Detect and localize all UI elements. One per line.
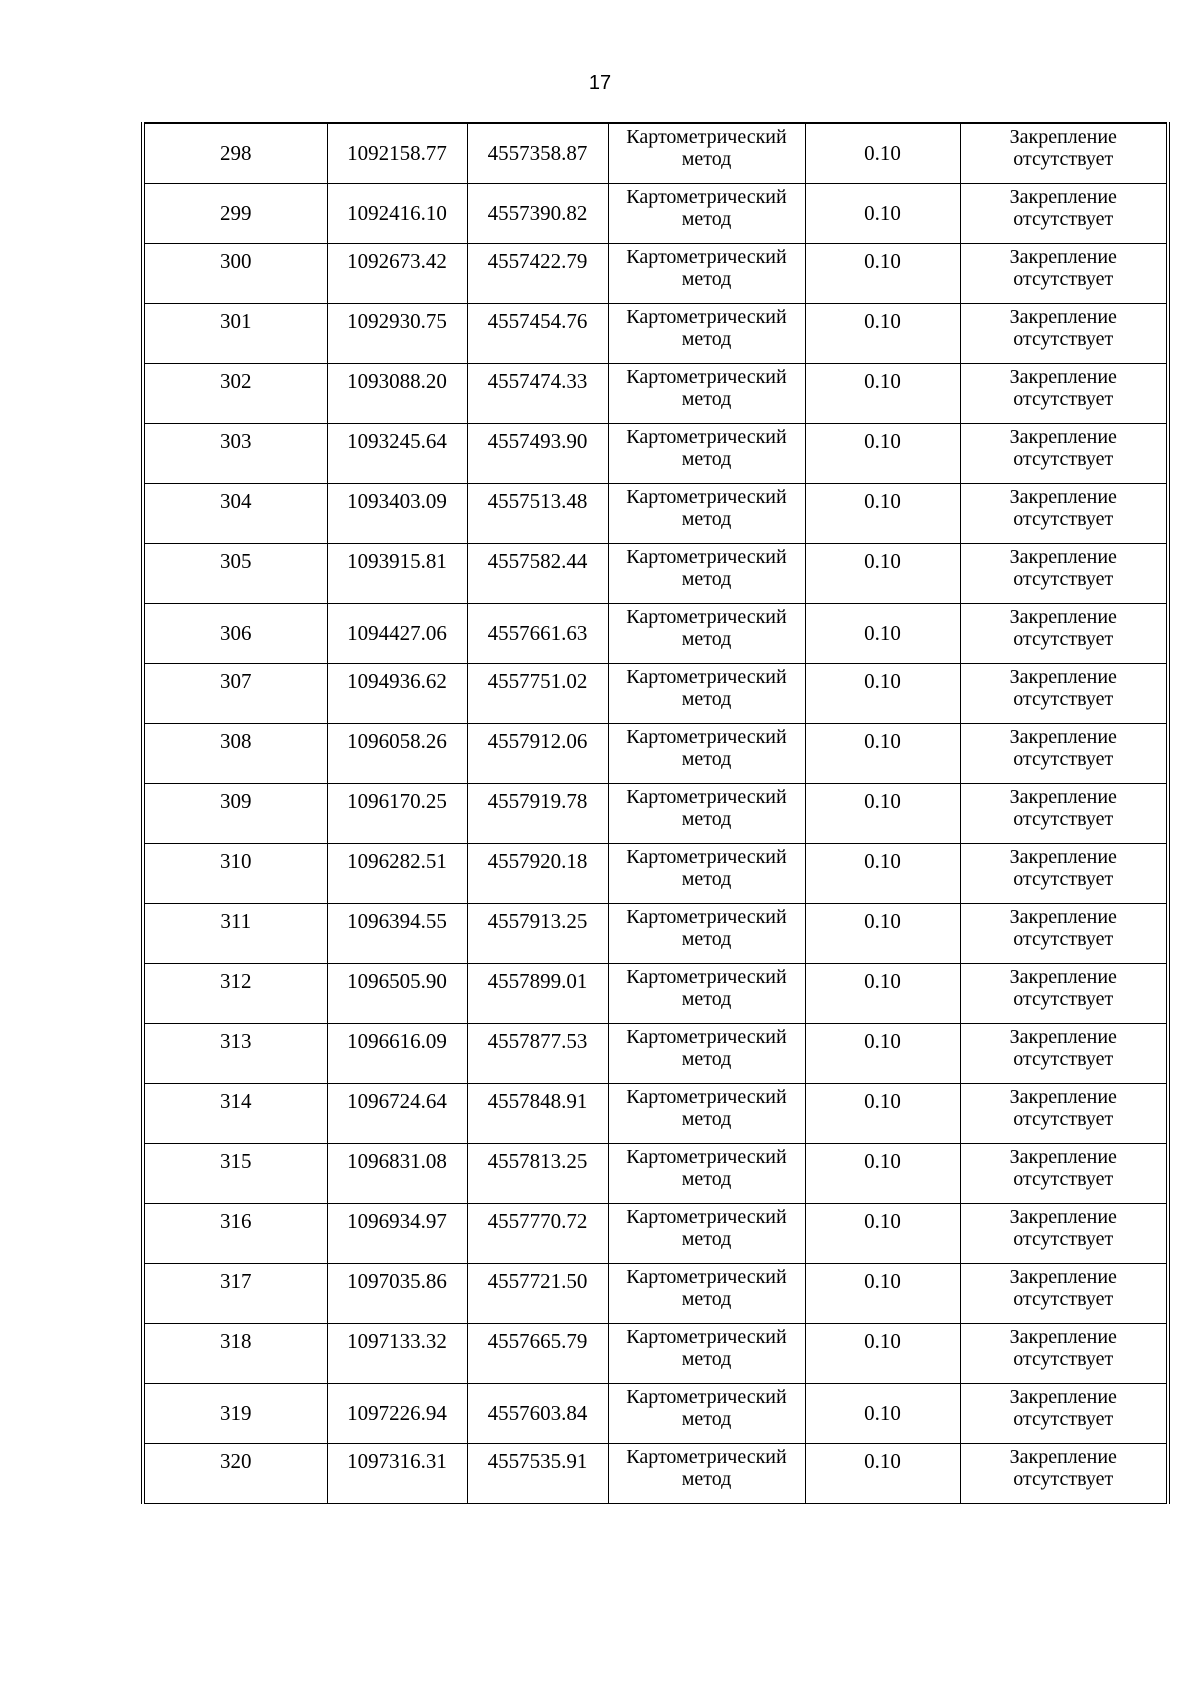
method-line-2: метод	[681, 327, 732, 350]
table-row	[143, 1263, 1168, 1323]
method-cell	[608, 1083, 805, 1143]
x-coordinate-cell: 1096282.51	[327, 843, 467, 903]
point-number-cell: 300	[143, 243, 327, 303]
table-row	[143, 1383, 1168, 1443]
table-row	[143, 1203, 1168, 1263]
fixing-line-2: отсутствует	[1013, 807, 1114, 830]
x-coordinate-cell: 1096058.26	[327, 723, 467, 783]
method-line-2: метод	[681, 387, 732, 410]
coordinates-table	[141, 122, 1170, 1504]
accuracy-cell: 0.10	[805, 1203, 960, 1263]
fixing-line-2: отсутствует	[1013, 207, 1114, 230]
fixing-description-cell	[960, 843, 1168, 903]
fixing-line-1: Закрепление	[1009, 1265, 1117, 1288]
method-line-2: метод	[681, 1107, 732, 1130]
x-coordinate-cell: 1094936.62	[327, 663, 467, 723]
y-coordinate-cell: 4557474.33	[467, 363, 608, 423]
fixing-line-1: Закрепление	[1009, 245, 1117, 268]
accuracy-cell: 0.10	[805, 843, 960, 903]
fixing-description-cell	[960, 1383, 1168, 1443]
method-line-1: Картометрический	[626, 1265, 787, 1288]
method-line-1: Картометрический	[626, 965, 787, 988]
fixing-description-cell	[960, 1083, 1168, 1143]
fixing-description-cell	[960, 723, 1168, 783]
x-coordinate-cell: 1097035.86	[327, 1263, 467, 1323]
y-coordinate-cell: 4557920.18	[467, 843, 608, 903]
y-coordinate-cell: 4557603.84	[467, 1383, 608, 1443]
method-cell	[608, 1203, 805, 1263]
fixing-line-2: отсутствует	[1013, 747, 1114, 770]
accuracy-cell: 0.10	[805, 963, 960, 1023]
method-cell	[608, 963, 805, 1023]
method-line-2: метод	[681, 567, 732, 590]
x-coordinate-cell: 1093915.81	[327, 543, 467, 603]
method-line-2: метод	[681, 1047, 732, 1070]
method-line-1: Картометрический	[626, 1325, 787, 1348]
y-coordinate-cell: 4557813.25	[467, 1143, 608, 1203]
fixing-description-cell	[960, 123, 1168, 183]
x-coordinate-cell: 1094427.06	[327, 603, 467, 663]
point-number-cell: 309	[143, 783, 327, 843]
fixing-line-2: отсутствует	[1013, 1287, 1114, 1310]
method-line-2: метод	[681, 1407, 732, 1430]
x-coordinate-cell: 1096724.64	[327, 1083, 467, 1143]
fixing-line-1: Закрепление	[1009, 365, 1117, 388]
accuracy-cell: 0.10	[805, 243, 960, 303]
method-cell	[608, 1443, 805, 1503]
method-line-1: Картометрический	[626, 365, 787, 388]
method-cell	[608, 543, 805, 603]
method-line-1: Картометрический	[626, 725, 787, 748]
method-line-2: метод	[681, 207, 732, 230]
y-coordinate-cell: 4557919.78	[467, 783, 608, 843]
x-coordinate-cell: 1092158.77	[327, 123, 467, 183]
fixing-description-cell	[960, 1203, 1168, 1263]
fixing-description-cell	[960, 1263, 1168, 1323]
y-coordinate-cell: 4557899.01	[467, 963, 608, 1023]
method-cell	[608, 1383, 805, 1443]
fixing-line-1: Закрепление	[1009, 1085, 1117, 1108]
method-line-2: метод	[681, 987, 732, 1010]
method-line-2: метод	[681, 148, 732, 170]
y-coordinate-cell: 4557770.72	[467, 1203, 608, 1263]
y-coordinate-cell: 4557422.79	[467, 243, 608, 303]
method-line-1: Картометрический	[626, 245, 787, 268]
method-line-2: метод	[681, 507, 732, 530]
accuracy-cell: 0.10	[805, 783, 960, 843]
point-number-cell: 320	[143, 1443, 327, 1503]
accuracy-cell: 0.10	[805, 303, 960, 363]
x-coordinate-cell: 1093245.64	[327, 423, 467, 483]
table-row	[143, 723, 1168, 783]
y-coordinate-cell: 4557912.06	[467, 723, 608, 783]
point-number-cell: 318	[143, 1323, 327, 1383]
x-coordinate-cell: 1097226.94	[327, 1383, 467, 1443]
method-line-2: метод	[681, 1347, 732, 1370]
y-coordinate-cell: 4557721.50	[467, 1263, 608, 1323]
fixing-description-cell	[960, 1023, 1168, 1083]
table-row	[143, 1083, 1168, 1143]
table-row	[143, 1023, 1168, 1083]
accuracy-cell: 0.10	[805, 1443, 960, 1503]
method-line-1: Картометрический	[626, 425, 787, 448]
fixing-line-1: Закрепление	[1009, 1385, 1117, 1408]
table-row	[143, 543, 1168, 603]
method-line-1: Картометрический	[626, 126, 787, 148]
table-row	[143, 303, 1168, 363]
method-line-1: Картометрический	[626, 185, 787, 208]
x-coordinate-cell: 1093403.09	[327, 483, 467, 543]
method-line-1: Картометрический	[626, 1145, 787, 1168]
method-cell	[608, 123, 805, 183]
method-cell	[608, 1143, 805, 1203]
point-number-cell: 315	[143, 1143, 327, 1203]
fixing-description-cell	[960, 183, 1168, 243]
x-coordinate-cell: 1096831.08	[327, 1143, 467, 1203]
method-line-1: Картометрический	[626, 485, 787, 508]
accuracy-cell: 0.10	[805, 1083, 960, 1143]
fixing-line-2: отсутствует	[1013, 327, 1114, 350]
fixing-line-2: отсутствует	[1013, 1227, 1114, 1250]
y-coordinate-cell: 4557877.53	[467, 1023, 608, 1083]
x-coordinate-cell: 1092416.10	[327, 183, 467, 243]
y-coordinate-cell: 4557358.87	[467, 123, 608, 183]
y-coordinate-cell: 4557513.48	[467, 483, 608, 543]
point-number-cell: 301	[143, 303, 327, 363]
fixing-line-2: отсутствует	[1013, 1347, 1114, 1370]
fixing-line-1: Закрепление	[1009, 185, 1117, 208]
fixing-line-2: отсутствует	[1013, 148, 1114, 170]
method-cell	[608, 1023, 805, 1083]
method-line-2: метод	[681, 627, 732, 650]
method-cell	[608, 663, 805, 723]
method-line-2: метод	[681, 267, 732, 290]
fixing-line-1: Закрепление	[1009, 305, 1117, 328]
point-number-cell: 314	[143, 1083, 327, 1143]
point-number-cell: 298	[143, 123, 327, 183]
table-row	[143, 603, 1168, 663]
point-number-cell: 305	[143, 543, 327, 603]
fixing-line-1: Закрепление	[1009, 1445, 1117, 1468]
y-coordinate-cell: 4557848.91	[467, 1083, 608, 1143]
method-line-1: Картометрический	[626, 1205, 787, 1228]
method-line-2: метод	[681, 1287, 732, 1310]
fixing-line-2: отсутствует	[1013, 447, 1114, 470]
point-number-cell: 316	[143, 1203, 327, 1263]
method-line-1: Картометрический	[626, 1385, 787, 1408]
accuracy-cell: 0.10	[805, 183, 960, 243]
fixing-line-1: Закрепление	[1009, 1205, 1117, 1228]
method-line-2: метод	[681, 867, 732, 890]
y-coordinate-cell: 4557665.79	[467, 1323, 608, 1383]
fixing-description-cell	[960, 963, 1168, 1023]
fixing-line-1: Закрепление	[1009, 665, 1117, 688]
accuracy-cell: 0.10	[805, 1383, 960, 1443]
method-line-1: Картометрический	[626, 1025, 787, 1048]
method-line-2: метод	[681, 927, 732, 950]
fixing-line-2: отсутствует	[1013, 567, 1114, 590]
table-row	[143, 483, 1168, 543]
x-coordinate-cell: 1092673.42	[327, 243, 467, 303]
fixing-description-cell	[960, 1443, 1168, 1503]
page-number: 17	[588, 72, 612, 94]
x-coordinate-cell: 1096616.09	[327, 1023, 467, 1083]
x-coordinate-cell: 1092930.75	[327, 303, 467, 363]
fixing-line-1: Закрепление	[1009, 965, 1117, 988]
fixing-line-1: Закрепление	[1009, 1325, 1117, 1348]
fixing-description-cell	[960, 363, 1168, 423]
fixing-line-2: отсутствует	[1013, 987, 1114, 1010]
accuracy-cell: 0.10	[805, 603, 960, 663]
accuracy-cell: 0.10	[805, 663, 960, 723]
method-line-2: метод	[681, 1167, 732, 1190]
y-coordinate-cell: 4557535.91	[467, 1443, 608, 1503]
x-coordinate-cell: 1096505.90	[327, 963, 467, 1023]
fixing-line-1: Закрепление	[1009, 785, 1117, 808]
point-number-cell: 304	[143, 483, 327, 543]
point-number-cell: 306	[143, 603, 327, 663]
x-coordinate-cell: 1096394.55	[327, 903, 467, 963]
method-line-1: Картометрический	[626, 1085, 787, 1108]
table-row	[143, 363, 1168, 423]
fixing-line-1: Закрепление	[1009, 425, 1117, 448]
fixing-description-cell	[960, 423, 1168, 483]
fixing-description-cell	[960, 543, 1168, 603]
fixing-line-2: отсутствует	[1013, 627, 1114, 650]
method-cell	[608, 783, 805, 843]
accuracy-cell: 0.10	[805, 483, 960, 543]
table-row	[143, 903, 1168, 963]
point-number-cell: 302	[143, 363, 327, 423]
y-coordinate-cell: 4557661.63	[467, 603, 608, 663]
y-coordinate-cell: 4557493.90	[467, 423, 608, 483]
table-row	[143, 1143, 1168, 1203]
table-row	[143, 963, 1168, 1023]
method-cell	[608, 903, 805, 963]
method-line-1: Картометрический	[626, 665, 787, 688]
x-coordinate-cell: 1097133.32	[327, 1323, 467, 1383]
y-coordinate-cell: 4557913.25	[467, 903, 608, 963]
table-row	[143, 1323, 1168, 1383]
point-number-cell: 303	[143, 423, 327, 483]
point-number-cell: 319	[143, 1383, 327, 1443]
fixing-description-cell	[960, 483, 1168, 543]
method-cell	[608, 1263, 805, 1323]
method-cell	[608, 303, 805, 363]
method-line-1: Картометрический	[626, 305, 787, 328]
accuracy-cell: 0.10	[805, 723, 960, 783]
point-number-cell: 308	[143, 723, 327, 783]
method-line-1: Картометрический	[626, 545, 787, 568]
fixing-description-cell	[960, 603, 1168, 663]
point-number-cell: 299	[143, 183, 327, 243]
y-coordinate-cell: 4557390.82	[467, 183, 608, 243]
fixing-line-1: Закрепление	[1009, 545, 1117, 568]
x-coordinate-cell: 1097316.31	[327, 1443, 467, 1503]
fixing-description-cell	[960, 783, 1168, 843]
method-line-1: Картометрический	[626, 785, 787, 808]
accuracy-cell: 0.10	[805, 423, 960, 483]
fixing-line-2: отсутствует	[1013, 387, 1114, 410]
fixing-line-2: отсутствует	[1013, 927, 1114, 950]
accuracy-cell: 0.10	[805, 1323, 960, 1383]
accuracy-cell: 0.10	[805, 543, 960, 603]
method-cell	[608, 363, 805, 423]
fixing-description-cell	[960, 303, 1168, 363]
point-number-cell: 317	[143, 1263, 327, 1323]
table-row	[143, 183, 1168, 243]
fixing-line-1: Закрепление	[1009, 485, 1117, 508]
method-line-1: Картометрический	[626, 905, 787, 928]
accuracy-cell: 0.10	[805, 363, 960, 423]
point-number-cell: 312	[143, 963, 327, 1023]
fixing-description-cell	[960, 1143, 1168, 1203]
y-coordinate-cell: 4557582.44	[467, 543, 608, 603]
method-line-1: Картометрический	[626, 605, 787, 628]
table-body	[143, 123, 1168, 1503]
method-line-2: метод	[681, 1467, 732, 1490]
method-line-2: метод	[681, 807, 732, 830]
fixing-line-2: отсутствует	[1013, 267, 1114, 290]
fixing-line-1: Закрепление	[1009, 126, 1117, 148]
table-row	[143, 123, 1168, 183]
coordinates-table-container	[141, 122, 1166, 1504]
fixing-line-1: Закрепление	[1009, 1145, 1117, 1168]
table-row	[143, 423, 1168, 483]
method-cell	[608, 423, 805, 483]
y-coordinate-cell: 4557454.76	[467, 303, 608, 363]
method-cell	[608, 603, 805, 663]
x-coordinate-cell: 1093088.20	[327, 363, 467, 423]
fixing-line-2: отсутствует	[1013, 1467, 1114, 1490]
fixing-line-2: отсутствует	[1013, 1107, 1114, 1130]
method-cell	[608, 183, 805, 243]
method-cell	[608, 1323, 805, 1383]
fixing-description-cell	[960, 903, 1168, 963]
accuracy-cell: 0.10	[805, 1023, 960, 1083]
fixing-line-1: Закрепление	[1009, 725, 1117, 748]
method-line-1: Картометрический	[626, 845, 787, 868]
point-number-cell: 307	[143, 663, 327, 723]
accuracy-cell: 0.10	[805, 1263, 960, 1323]
fixing-line-1: Закрепление	[1009, 905, 1117, 928]
fixing-line-1: Закрепление	[1009, 845, 1117, 868]
fixing-description-cell	[960, 243, 1168, 303]
method-line-1: Картометрический	[626, 1445, 787, 1468]
method-cell	[608, 483, 805, 543]
y-coordinate-cell: 4557751.02	[467, 663, 608, 723]
method-cell	[608, 843, 805, 903]
method-line-2: метод	[681, 687, 732, 710]
point-number-cell: 313	[143, 1023, 327, 1083]
table-row	[143, 783, 1168, 843]
x-coordinate-cell: 1096170.25	[327, 783, 467, 843]
table-row	[143, 843, 1168, 903]
method-line-2: метод	[681, 1227, 732, 1250]
fixing-line-2: отсутствует	[1013, 507, 1114, 530]
table-row	[143, 243, 1168, 303]
fixing-line-2: отсутствует	[1013, 867, 1114, 890]
table-row	[143, 663, 1168, 723]
accuracy-cell: 0.10	[805, 123, 960, 183]
fixing-description-cell	[960, 1323, 1168, 1383]
fixing-line-2: отсутствует	[1013, 1047, 1114, 1070]
point-number-cell: 310	[143, 843, 327, 903]
fixing-description-cell	[960, 663, 1168, 723]
fixing-line-2: отсутствует	[1013, 1167, 1114, 1190]
fixing-line-1: Закрепление	[1009, 605, 1117, 628]
method-cell	[608, 723, 805, 783]
fixing-line-2: отсутствует	[1013, 1407, 1114, 1430]
method-cell	[608, 243, 805, 303]
table-row	[143, 1443, 1168, 1503]
accuracy-cell: 0.10	[805, 1143, 960, 1203]
method-line-2: метод	[681, 447, 732, 470]
fixing-line-2: отсутствует	[1013, 687, 1114, 710]
point-number-cell: 311	[143, 903, 327, 963]
accuracy-cell: 0.10	[805, 903, 960, 963]
x-coordinate-cell: 1096934.97	[327, 1203, 467, 1263]
fixing-line-1: Закрепление	[1009, 1025, 1117, 1048]
method-line-2: метод	[681, 747, 732, 770]
